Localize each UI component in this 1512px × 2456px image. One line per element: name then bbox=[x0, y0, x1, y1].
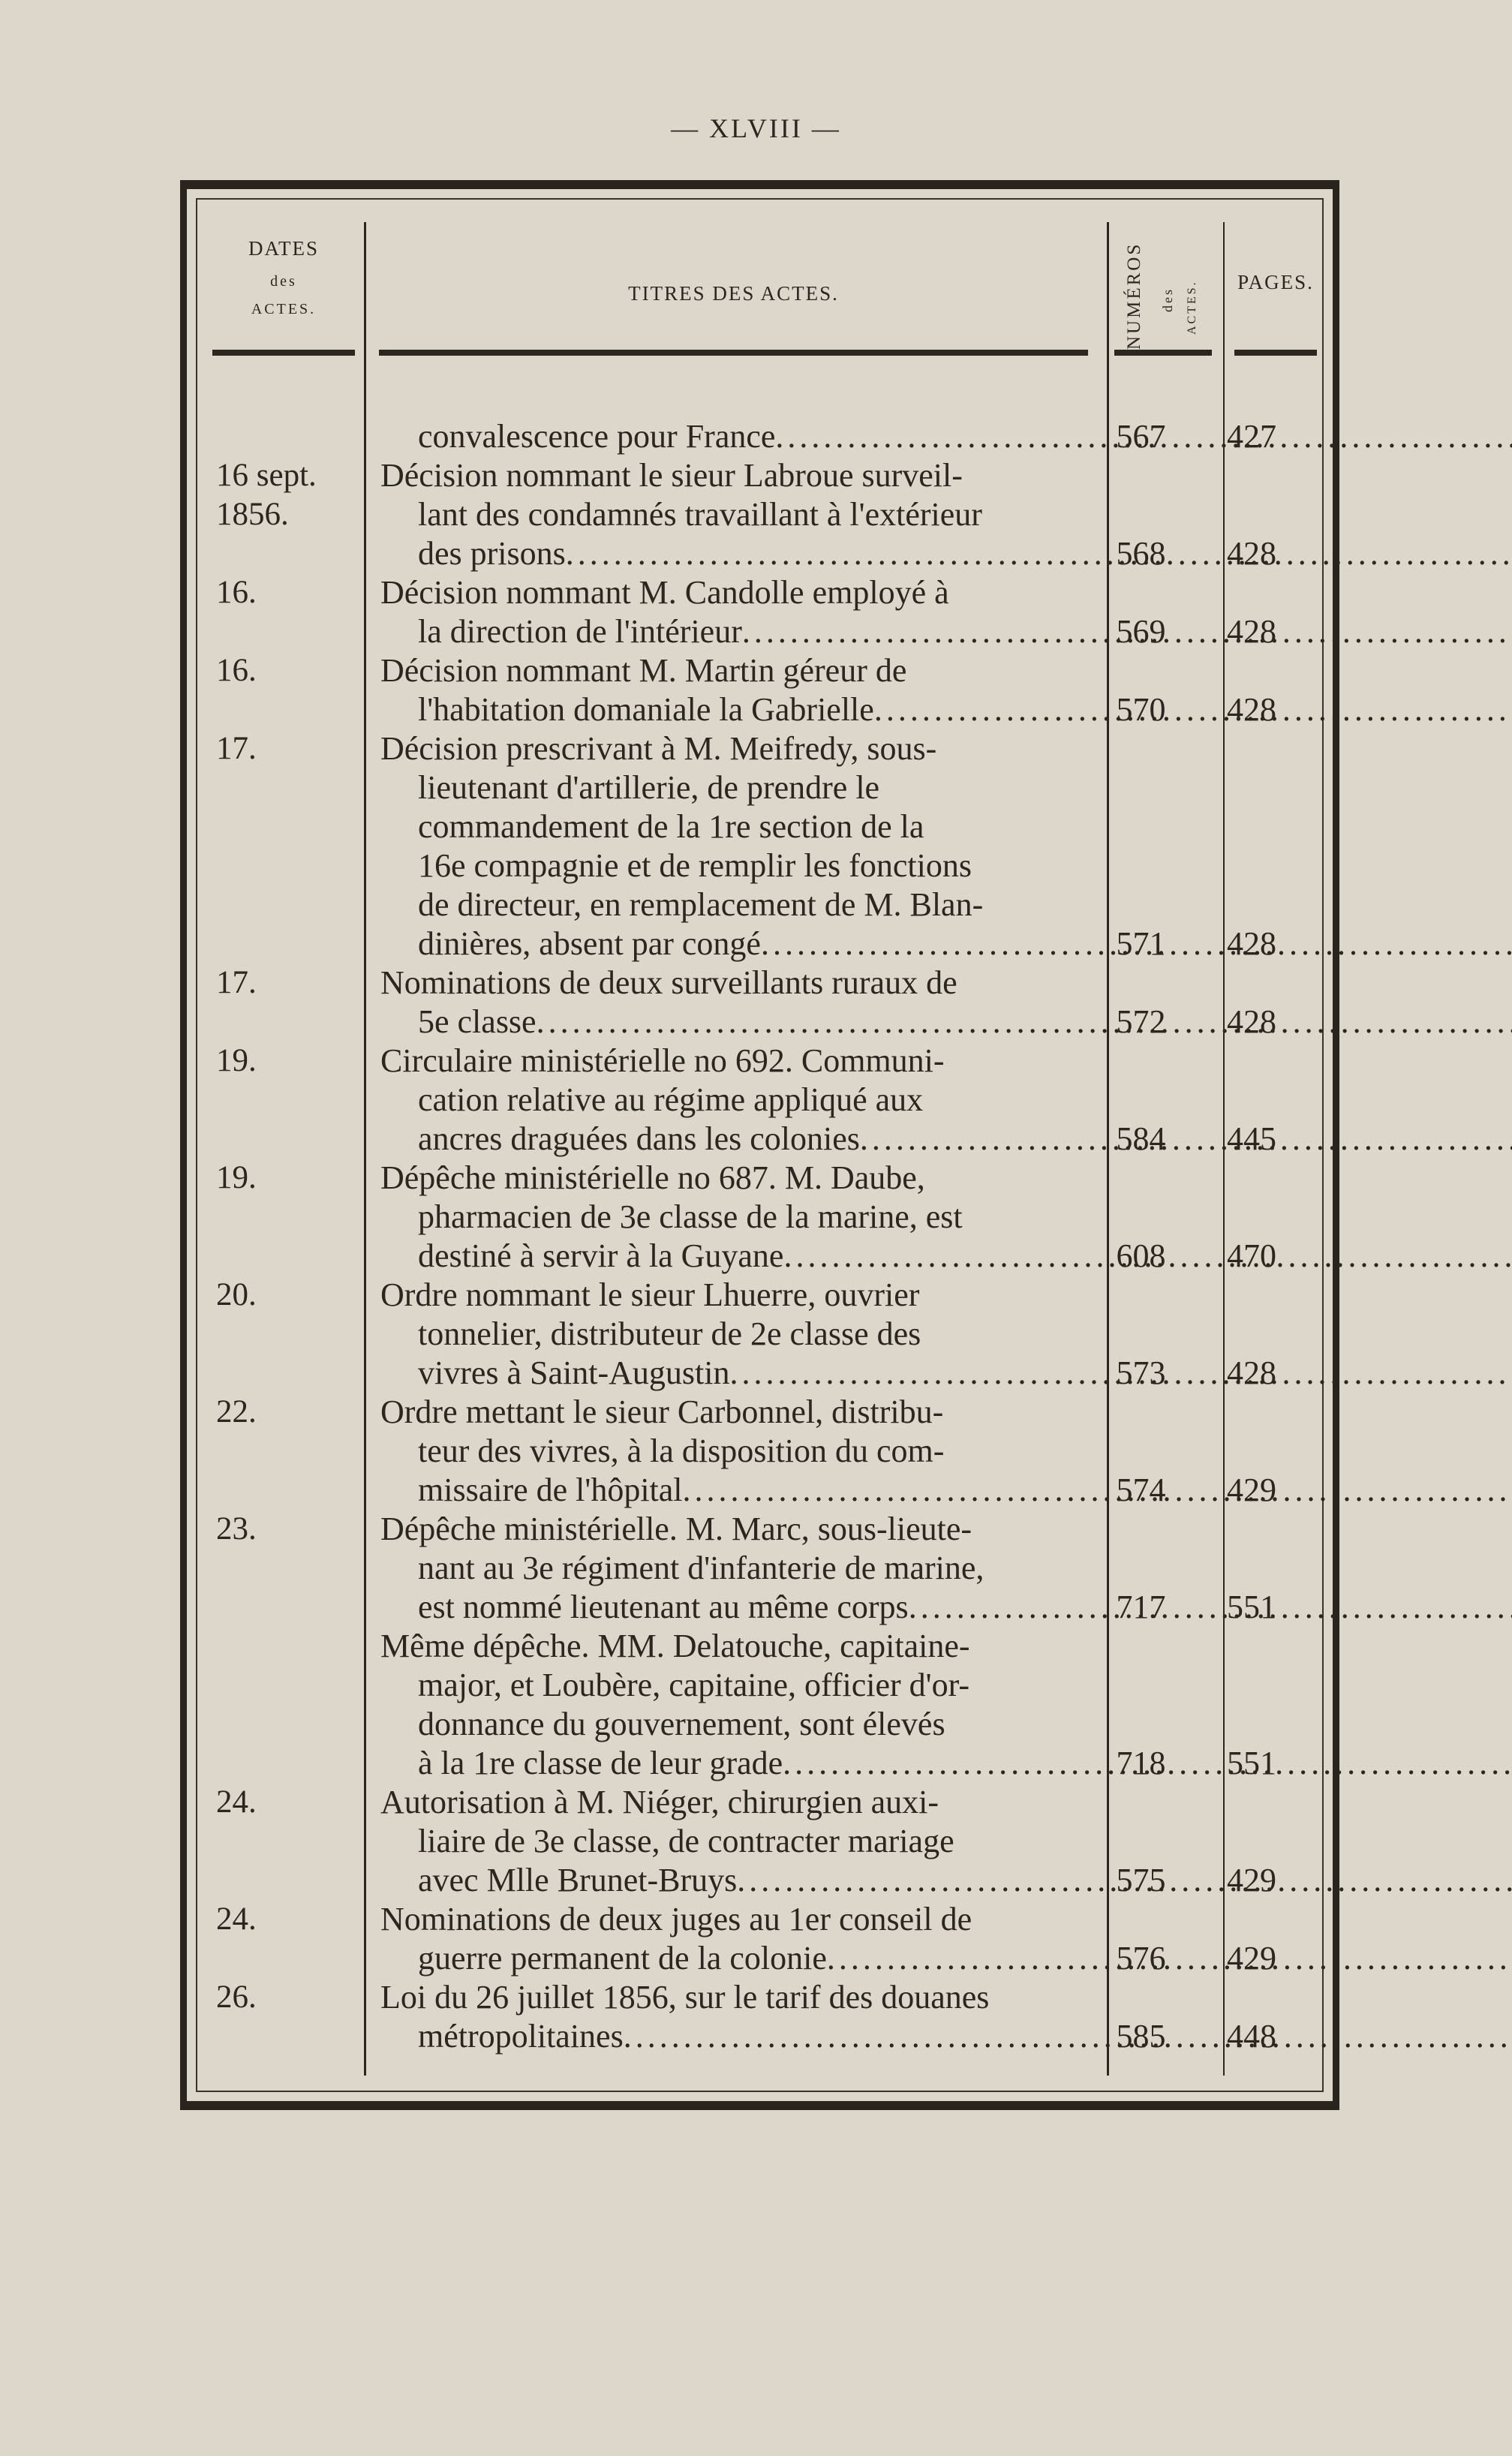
running-head: — XLVIII — bbox=[671, 113, 841, 143]
row-page: 429 bbox=[1227, 1471, 1276, 1508]
row-date: 17. bbox=[216, 731, 257, 766]
row-numero: 575 bbox=[1116, 1862, 1166, 1898]
row-numero: 717 bbox=[1116, 1589, 1166, 1625]
row-numero: 608 bbox=[1116, 1237, 1166, 1274]
row-title-line bbox=[380, 1939, 1083, 1978]
row-title bbox=[365, 651, 1083, 729]
table-row bbox=[197, 651, 1322, 729]
row-date: 22. bbox=[216, 1394, 257, 1429]
table-row bbox=[197, 1510, 1322, 1627]
header-rule-dates bbox=[212, 350, 355, 356]
row-title-line bbox=[380, 1744, 1083, 1783]
row-title-line bbox=[380, 1471, 1083, 1510]
row-title-last-text: métropolitaines bbox=[418, 2018, 624, 2055]
row-title-first-line: Dépêche ministérielle no 687. M. Daube, bbox=[380, 1159, 925, 1196]
row-date bbox=[197, 417, 365, 456]
row-title-line: de directeur, en remplacement de M. Blan- bbox=[418, 886, 984, 923]
row-title-line: liaire de 3e classe, de contracter mariage bbox=[418, 1823, 954, 1859]
row-numero: 567 bbox=[1116, 418, 1166, 455]
row-title-line: 16e compagnie et de remplir les fonctions bbox=[418, 847, 972, 884]
row-page: 551 bbox=[1227, 1589, 1276, 1625]
row-title bbox=[365, 417, 1083, 456]
row-page: 429 bbox=[1227, 1940, 1276, 1977]
row-date: 24. bbox=[216, 1784, 257, 1820]
row-title-first-line: Ordre mettant le sieur Carbonnel, distribu- bbox=[380, 1393, 944, 1430]
row-numero: 571 bbox=[1116, 925, 1166, 962]
row-title-last-text: ancres draguées dans les colonies bbox=[418, 1120, 860, 1157]
row-title-line bbox=[380, 1588, 1083, 1627]
header-dates-line1: DATES bbox=[248, 237, 319, 260]
row-page: 428 bbox=[1227, 535, 1276, 572]
row-date: 19. bbox=[216, 1043, 257, 1078]
row-title-line bbox=[380, 1861, 1083, 1900]
header-numeros-line1: NUMÉROS bbox=[1124, 242, 1144, 350]
row-title-last-text: est nommé lieutenant au même corps bbox=[418, 1589, 909, 1625]
row-title-first-line: Autorisation à M. Niéger, chirurgien auxi- bbox=[380, 1784, 939, 1820]
table-row bbox=[197, 1393, 1322, 1510]
header-pages: PAGES. bbox=[1237, 271, 1314, 293]
row-page: 445 bbox=[1227, 1120, 1276, 1157]
row-title-line: cation relative au régime appliqué aux bbox=[418, 1081, 924, 1118]
row-date: 16 sept. 1856. bbox=[216, 458, 317, 532]
row-numero: 576 bbox=[1116, 1940, 1166, 1977]
table-body bbox=[197, 417, 1322, 2056]
row-title-line bbox=[380, 612, 1083, 651]
row-page: 428 bbox=[1227, 925, 1276, 962]
row-title-last-text: missaire de l'hôpital bbox=[418, 1471, 683, 1508]
row-title-last-text: à la 1re classe de leur grade bbox=[418, 1745, 783, 1781]
row-title-last-text: guerre permanent de la colonie bbox=[418, 1940, 827, 1977]
row-title-last-text: avec Mlle Brunet-Bruys bbox=[418, 1862, 738, 1898]
row-page: 427 bbox=[1227, 418, 1276, 455]
row-date: 23. bbox=[216, 1511, 257, 1547]
header-numeros-line2: des bbox=[1160, 287, 1175, 312]
row-title bbox=[365, 1978, 1083, 2056]
row-numero: 570 bbox=[1116, 691, 1166, 728]
row-date: 16. bbox=[216, 575, 257, 610]
table-row bbox=[197, 1276, 1322, 1393]
row-title-last-text: convalescence pour France bbox=[418, 418, 776, 455]
row-title bbox=[365, 1276, 1083, 1393]
table-row bbox=[197, 1159, 1322, 1276]
row-date: 16. bbox=[216, 653, 257, 688]
row-title-line bbox=[380, 534, 1083, 573]
row-title-first-line: Décision nommant le sieur Labroue surveil- bbox=[380, 457, 963, 494]
row-title-line: donnance du gouvernement, sont élevés bbox=[418, 1706, 945, 1742]
row-title-last-text: vivres à Saint-Augustin bbox=[418, 1354, 730, 1391]
table-frame bbox=[180, 180, 1339, 2110]
row-title-line: lieutenant d'artillerie, de prendre le bbox=[418, 769, 880, 806]
row-title bbox=[365, 1627, 1083, 1783]
row-title-last-text: des prisons bbox=[418, 535, 566, 572]
row-title bbox=[365, 1900, 1083, 1978]
row-title bbox=[365, 1510, 1083, 1627]
row-title-last-text: la direction de l'intérieur bbox=[418, 613, 742, 650]
row-title-line bbox=[380, 2017, 1083, 2056]
row-title bbox=[365, 963, 1083, 1042]
row-title-first-line: Décision nommant M. Martin géreur de bbox=[380, 652, 907, 689]
row-page: 428 bbox=[1227, 1003, 1276, 1040]
row-title-first-line: Dépêche ministérielle. M. Marc, sous-lieute- bbox=[380, 1511, 972, 1547]
header-rule-titles bbox=[379, 350, 1088, 356]
row-title-first-line: Décision prescrivant à M. Meifredy, sous- bbox=[380, 730, 937, 767]
table-row bbox=[197, 963, 1322, 1042]
row-title-last-text: dinières, absent par congé bbox=[418, 925, 761, 962]
table-row bbox=[197, 1978, 1322, 2056]
row-numero: 568 bbox=[1116, 535, 1166, 572]
row-date: 26. bbox=[216, 1980, 257, 2015]
row-title-line bbox=[380, 417, 1083, 456]
row-title-first-line: Circulaire ministérielle no 692. Communi- bbox=[380, 1042, 945, 1079]
row-title-first-line: Nominations de deux surveillants ruraux de bbox=[380, 964, 957, 1001]
row-page: 428 bbox=[1227, 613, 1276, 650]
table-row bbox=[197, 1042, 1322, 1159]
table-row bbox=[197, 1900, 1322, 1978]
row-title bbox=[365, 1393, 1083, 1510]
row-title-line: lant des condamnés travaillant à l'extérieur bbox=[418, 496, 982, 533]
table-row bbox=[197, 1627, 1322, 1783]
row-title-line: pharmacien de 3e classe de la marine, est bbox=[418, 1198, 963, 1235]
row-title-line bbox=[380, 1003, 1083, 1042]
row-title-first-line: Ordre nommant le sieur Lhuerre, ouvrier bbox=[380, 1276, 920, 1313]
row-date: 24. bbox=[216, 1901, 257, 1937]
row-title-line bbox=[380, 690, 1083, 729]
row-title bbox=[365, 573, 1083, 651]
row-date: 19. bbox=[216, 1160, 257, 1195]
row-date: 17. bbox=[216, 965, 257, 1000]
row-title-last-text: destiné à servir à la Guyane bbox=[418, 1237, 784, 1274]
header-dates bbox=[212, 237, 355, 319]
row-title-first-line: Décision nommant M. Candolle employé à bbox=[380, 574, 949, 611]
row-page: 448 bbox=[1227, 2018, 1276, 2055]
table-row bbox=[197, 456, 1322, 573]
row-numero: 584 bbox=[1116, 1120, 1166, 1157]
table-row bbox=[197, 729, 1322, 963]
table-row bbox=[197, 417, 1322, 456]
row-title-last-text: l'habitation domaniale la Gabrielle bbox=[418, 691, 874, 728]
row-page: 428 bbox=[1227, 1354, 1276, 1391]
row-title-line bbox=[380, 1237, 1083, 1276]
header-numeros-line3: ACTES. bbox=[1186, 280, 1198, 335]
dot-leader bbox=[566, 535, 1512, 572]
table-row bbox=[197, 573, 1322, 651]
row-page: 428 bbox=[1227, 691, 1276, 728]
row-title-line bbox=[380, 1120, 1083, 1159]
row-title-first-line: Nominations de deux juges au 1er conseil de bbox=[380, 1901, 972, 1937]
row-title-line: nant au 3e régiment d'infanterie de marine, bbox=[418, 1550, 984, 1586]
dot-leader bbox=[537, 1003, 1512, 1040]
row-numero: 573 bbox=[1116, 1354, 1166, 1391]
table-inner-border bbox=[196, 198, 1324, 2092]
row-title-last-text: 5e classe bbox=[418, 1003, 537, 1040]
row-page: 429 bbox=[1227, 1862, 1276, 1898]
header-dates-line2: des bbox=[270, 273, 297, 290]
dot-leader bbox=[624, 2018, 1512, 2055]
row-title bbox=[365, 1783, 1083, 1900]
table-row bbox=[197, 1783, 1322, 1900]
row-page: 551 bbox=[1227, 1745, 1276, 1781]
row-title bbox=[365, 729, 1083, 963]
row-date bbox=[197, 1627, 365, 1783]
row-page: 470 bbox=[1227, 1237, 1276, 1274]
row-title-line: teur des vivres, à la disposition du com- bbox=[418, 1432, 945, 1469]
header-numeros bbox=[1117, 222, 1214, 353]
row-numero: 585 bbox=[1116, 2018, 1166, 2055]
row-numero: 574 bbox=[1116, 1471, 1166, 1508]
row-title-line: tonnelier, distributeur de 2e classe des bbox=[418, 1315, 921, 1352]
header-titres: TITRES DES ACTES. bbox=[628, 282, 839, 305]
row-title-first-line: Même dépêche. MM. Delatouche, capitaine- bbox=[380, 1628, 970, 1664]
row-title-first-line: Loi du 26 juillet 1856, sur le tarif des douanes bbox=[380, 1979, 990, 2016]
row-title-line bbox=[380, 924, 1083, 963]
header-dates-line3: ACTES. bbox=[251, 301, 317, 317]
row-title-line: commandement de la 1re section de la bbox=[418, 808, 924, 845]
header-rule-pages bbox=[1234, 350, 1317, 356]
row-numero: 718 bbox=[1116, 1745, 1166, 1781]
row-title bbox=[365, 1042, 1083, 1159]
row-numero: 572 bbox=[1116, 1003, 1166, 1040]
row-title-line bbox=[380, 1354, 1083, 1393]
row-title-line: major, et Loubère, capitaine, officier d'or- bbox=[418, 1667, 970, 1703]
row-title bbox=[365, 1159, 1083, 1276]
row-numero: 569 bbox=[1116, 613, 1166, 650]
row-title bbox=[365, 456, 1083, 573]
row-date: 20. bbox=[216, 1277, 257, 1312]
